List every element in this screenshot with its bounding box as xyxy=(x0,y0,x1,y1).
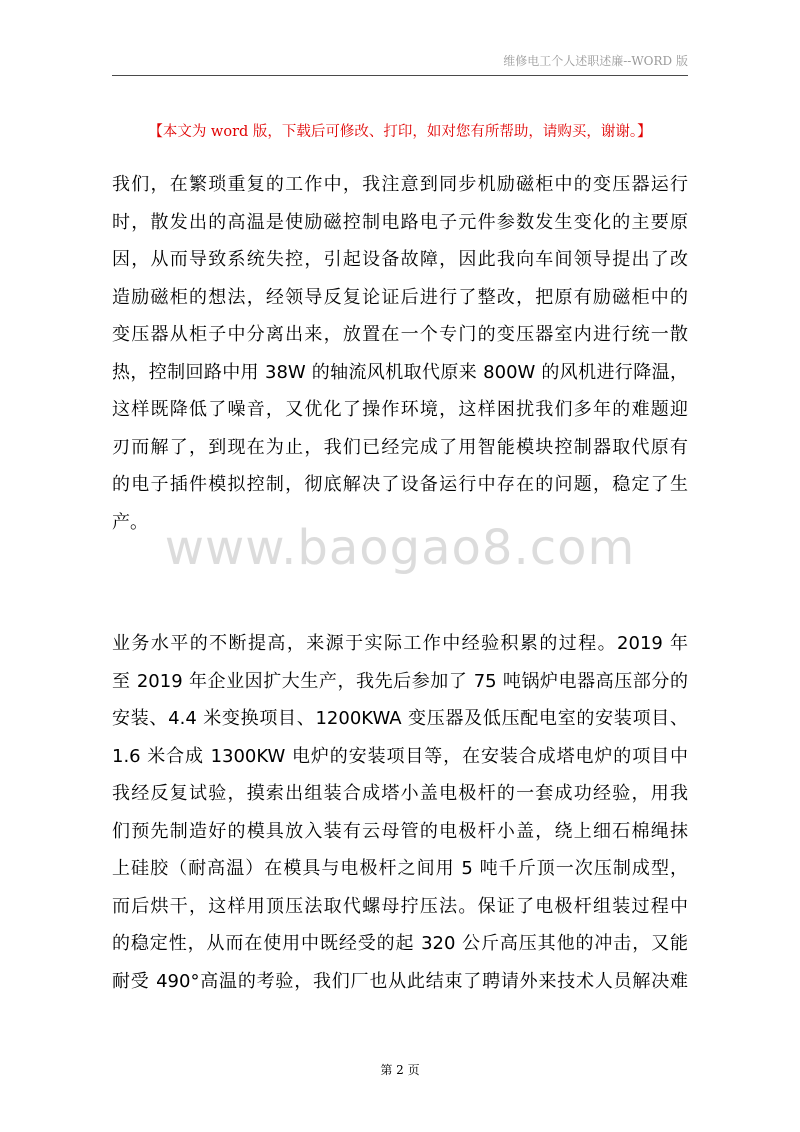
paragraph-line: 的稳定性，从而在使用中既经受的起 320 公斤高压其他的冲击，又能 xyxy=(112,933,688,954)
paragraph-line: 刃而解了，到现在为止，我们已经完成了用智能模块控制器取代原有 xyxy=(112,436,688,458)
paragraph-line: 1.6 米合成 1300KW 电炉的安装项目等，在安装合成塔电炉的项目中 xyxy=(112,745,688,767)
paragraph-line: 我经反复试验，摸索出组装合成塔小盖电极杆的一套成功经验，用我 xyxy=(112,783,688,804)
paragraph-line: 我们，在繁琐重复的工作中，我注意到同步机励磁柜中的变压器运行 xyxy=(112,174,688,195)
paragraph-line: 因，从而导致系统失控，引起设备故障，因此我向车间领导提出了改 xyxy=(112,249,688,270)
paragraph-line: 的电子插件模拟控制，彻底解决了设备运行中存在的问题，稳定了生 xyxy=(112,474,688,495)
paragraph-line: 这样既降低了噪音，又优化了操作环境，这样困扰我们多年的难题迎 xyxy=(112,399,688,420)
body-paragraph-1 xyxy=(112,166,688,541)
paragraph-line: 产。 xyxy=(112,511,148,533)
paragraph-line: 耐受 490°高温的考验，我们厂也从此结束了聘请外来技术人员解决难 xyxy=(112,970,688,992)
paragraph-line: 们预先制造好的模具放入装有云母管的电极杆小盖，绕上细石棉绳抹 xyxy=(112,820,688,842)
paragraph-line: 至 2019 年企业因扩大生产，我先后参加了 75 吨锅炉电器高压部分的 xyxy=(112,670,688,692)
paragraph-line: 热，控制回路中用 38W 的轴流风机取代原来 800W 的风机进行降温， xyxy=(112,361,688,383)
document-header-title: 维修电工个人述职述廉--WORD 版 xyxy=(503,54,688,68)
paragraph-line: 业务水平的不断提高，来源于实际工作中经验积累的过程。2019 年 xyxy=(112,633,688,654)
paragraph-line: 上硅胶（耐高温）在模具与电极杆之间用 5 吨千斤顶一次压制成型， xyxy=(112,858,688,879)
paragraph-line: 安装、4.4 米变换项目、1200KWA 变压器及低压配电室的安装项目、 xyxy=(112,708,688,729)
download-notice: 【本文为 word 版，下载后可修改、打印，如对您有所帮助，请购买，谢谢。】 xyxy=(148,124,652,140)
body-paragraph-2 xyxy=(112,625,688,1000)
paragraph-line: 时，散发出的高温是使励磁控制电路电子元件参数发生变化的主要原 xyxy=(112,211,688,233)
paragraph-line: 造励磁柜的想法，经领导反复论证后进行了整改，把原有励磁柜中的 xyxy=(112,286,688,308)
paragraph-line: 而后烘干，这样用顶压法取代螺母拧压法。保证了电极杆组装过程中 xyxy=(112,895,688,917)
header-divider xyxy=(112,75,688,76)
paragraph-line: 变压器从柜子中分离出来，放置在一个专门的变压器室内进行统一散 xyxy=(112,324,688,345)
page-number: 第 2 页 xyxy=(380,1063,420,1077)
watermark-text: www.baogao8.com xyxy=(164,520,636,576)
